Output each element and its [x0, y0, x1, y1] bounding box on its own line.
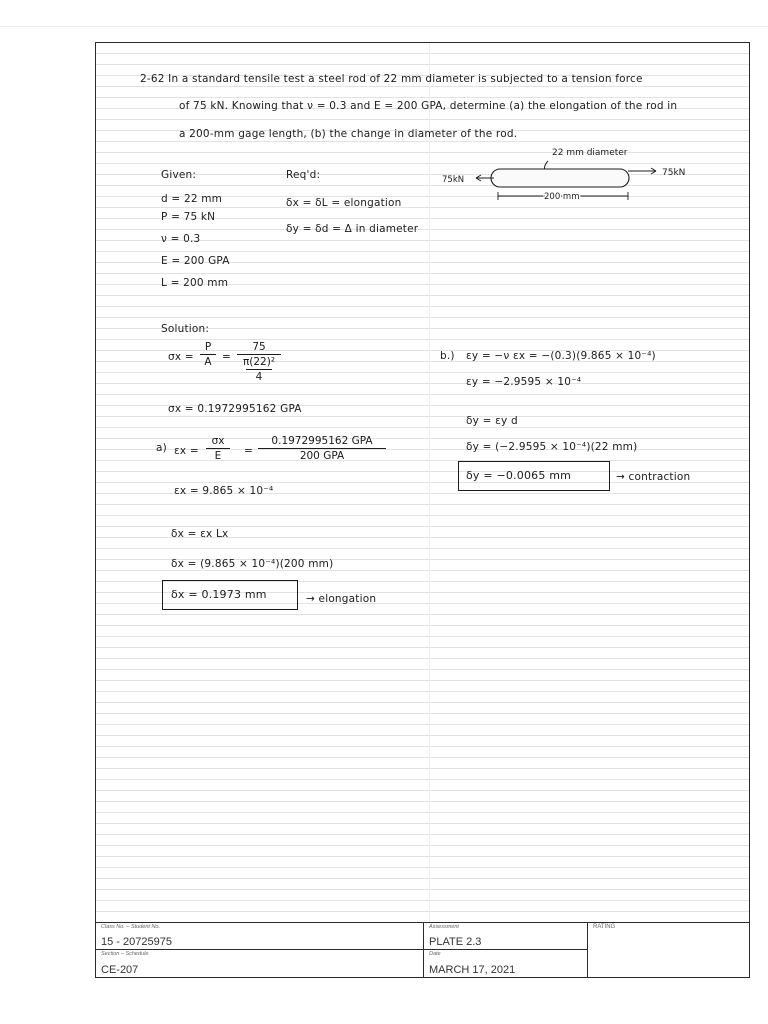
equals-sign: = — [244, 445, 253, 457]
rating-cell — [588, 923, 750, 977]
delta-answer: δx = 0.1973 mm — [171, 588, 267, 601]
stress-fraction-1 — [200, 341, 216, 368]
assessment-cell — [424, 923, 588, 950]
assessment-value: PLATE 2.3 — [429, 936, 482, 948]
required-heading: Req'd: — [286, 169, 321, 181]
fraction-bar — [200, 354, 216, 355]
given-item: L = 200 mm — [161, 277, 229, 289]
section-label: Section – Schedule — [101, 951, 149, 957]
eps-y-result: εy = −2.9595 × 10⁻⁴ — [466, 376, 582, 388]
date-cell — [424, 950, 588, 977]
problem-line-2: of 75 kN. Knowing that ν = 0.3 and E = 200 GPA, determine (a) the elongation of the rod in — [179, 100, 678, 112]
stress-lhs: σx = — [168, 351, 194, 363]
column-divider — [429, 43, 430, 923]
rod-diagram — [436, 141, 736, 213]
stress-fraction-2 — [237, 341, 281, 383]
required-item: δy = δd = Δ in diameter — [286, 223, 419, 235]
elongation-note: → elongation — [306, 593, 377, 605]
part-b-label: b.) — [440, 350, 455, 362]
strain-lhs: εx = — [174, 445, 199, 457]
fraction-bar — [237, 354, 281, 355]
diameter-label: 22 mm diameter — [552, 148, 628, 158]
fraction-numerator: 0.1972995162 GPA — [271, 435, 373, 447]
answer-box-b — [458, 461, 610, 491]
fraction-denominator: 200 GPA — [299, 450, 345, 462]
problem-line-3: a 200-mm gage length, (b) the change in diameter of the rod. — [179, 128, 518, 140]
rod-shape — [491, 169, 629, 187]
equals-sign: = — [222, 351, 231, 363]
stress-result: σx = 0.1972995162 GPA — [168, 403, 302, 415]
date-value: MARCH 17, 2021 — [429, 964, 516, 976]
fraction-numerator: σx — [211, 435, 225, 447]
length-label: 200 mm — [544, 192, 580, 202]
delta-y-answer: δy = −0.0065 mm — [466, 469, 572, 482]
strain-fraction-1 — [206, 435, 230, 462]
problem-line-1: 2-62 In a standard tensile test a steel rod of 22 mm diameter is subjected to a tension force — [140, 73, 643, 85]
fraction-denominator-bottom: 4 — [255, 371, 263, 383]
eps-y-expression: εy = −ν εx = −(0.3)(9.865 × 10⁻⁴) — [466, 350, 656, 362]
section-cell — [96, 950, 424, 977]
rating-label: RATING — [593, 924, 616, 930]
delta-y-formula: δy = εy d — [466, 415, 518, 427]
fraction-numerator: P — [204, 341, 212, 353]
date-label: Date — [429, 951, 441, 957]
class-cell — [96, 923, 424, 950]
strain-result: εx = 9.865 × 10⁻⁴ — [174, 485, 274, 497]
delta-y-substitution: δy = (−2.9595 × 10⁻⁴)(22 mm) — [466, 441, 638, 453]
fraction-denominator: E — [214, 450, 222, 462]
left-force-label: 75kN — [442, 175, 465, 185]
class-value: 15 - 20725975 — [101, 936, 172, 948]
required-item: δx = δL = elongation — [286, 197, 402, 209]
part-a-label: a) — [156, 442, 167, 454]
fraction-bar — [258, 448, 386, 449]
fraction-bar — [206, 448, 230, 449]
fraction-denominator-top: π(22)² — [242, 356, 276, 368]
section-value: CE-207 — [101, 964, 139, 976]
right-force-label: 75kN — [662, 168, 686, 178]
assessment-label: Assessment — [429, 924, 459, 930]
given-item: d = 22 mm — [161, 193, 223, 205]
given-item: E = 200 GPA — [161, 255, 230, 267]
given-heading: Given: — [161, 169, 197, 181]
page-top-rule — [0, 26, 768, 27]
answer-sheet — [95, 42, 750, 978]
given-item: ν = 0.3 — [161, 233, 201, 245]
strain-fraction-2 — [258, 435, 386, 462]
solution-heading: Solution: — [161, 323, 210, 335]
fraction-numerator: 75 — [252, 341, 266, 353]
delta-formula: δx = εx Lx — [171, 528, 229, 540]
fraction-denominator: A — [204, 356, 212, 368]
given-item: P = 75 kN — [161, 211, 216, 223]
fraction-bar — [246, 369, 272, 370]
sheet-footer — [96, 922, 749, 977]
answer-box-a — [162, 580, 298, 610]
delta-substitution: δx = (9.865 × 10⁻⁴)(200 mm) — [171, 558, 334, 570]
class-label: Class No. – Student No. — [101, 924, 161, 930]
contraction-note: → contraction — [616, 471, 691, 483]
